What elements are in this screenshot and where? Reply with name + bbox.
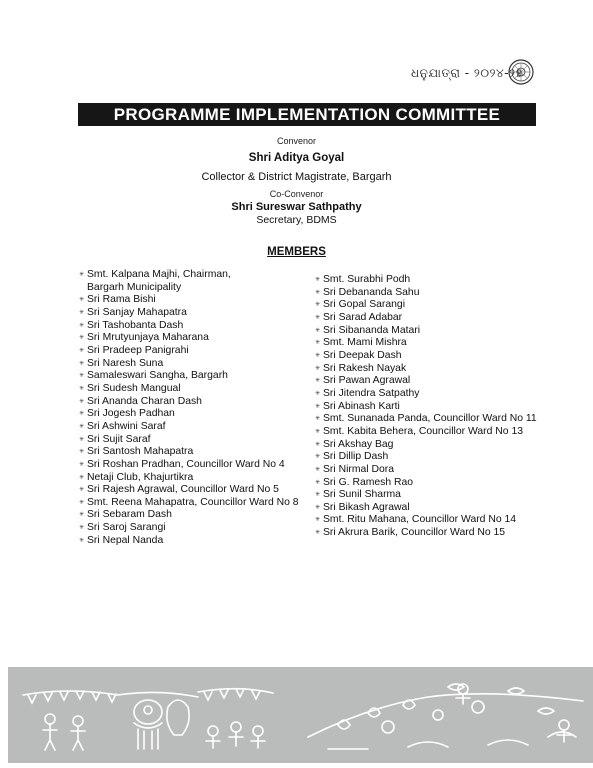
convenor-label: Convenor bbox=[276, 136, 317, 146]
co-convenor-name: Shri Sureswar Sathpathy bbox=[231, 201, 362, 213]
member-item: ✳ Smt. Kabita Behera, Councillor Ward No 13 bbox=[315, 426, 537, 439]
member-item: ✳ Smt. Mami Mishra bbox=[315, 337, 537, 350]
member-item: ✳ Sri Pawan Agrawal bbox=[315, 375, 537, 388]
member-item: ✳ Sri Jitendra Satpathy bbox=[315, 388, 537, 401]
convenor-designation: Collector & District Magistrate, Bargarh bbox=[201, 171, 392, 183]
member-item: ✳ Sri Akrura Barik, Councillor Ward No 15 bbox=[315, 527, 537, 540]
seal-icon bbox=[508, 59, 534, 85]
co-convenor-designation: Secretary, BDMS bbox=[256, 214, 337, 226]
members-list-left bbox=[79, 269, 299, 547]
members-heading: MEMBERS bbox=[267, 246, 326, 258]
member-item: ✳ Sri Sebaram Dash bbox=[79, 509, 299, 522]
member-item: ✳ Smt. Surabhi Podh bbox=[315, 274, 537, 287]
member-item: ✳ Smt. Sunanada Panda, Councillor Ward No 11 bbox=[315, 413, 537, 426]
member-item: ✳ Sri Jogesh Padhan bbox=[79, 408, 299, 421]
member-item: ✳ Sri Sudesh Mangual bbox=[79, 383, 299, 396]
member-item: ✳ Sri Nirmal Dora bbox=[315, 464, 537, 477]
convenor-name: Shri Aditya Goyal bbox=[248, 152, 345, 164]
co-convenor-label: Co-Convenor bbox=[269, 189, 324, 199]
member-item: ✳ Sri Rama Bishi bbox=[79, 294, 299, 307]
member-item: ✳ Sri Sanjay Mahapatra bbox=[79, 307, 299, 320]
member-item: ✳ Sri Sujit Saraf bbox=[79, 434, 299, 447]
member-item: ✳ Sri Bikash Agrawal bbox=[315, 502, 537, 515]
member-item: ✳ Sri Ashwini Saraf bbox=[79, 421, 299, 434]
page-title: PROGRAMME IMPLEMENTATION COMMITTEE bbox=[78, 103, 536, 126]
member-item: ✳ Sri Santosh Mahapatra bbox=[79, 446, 299, 459]
member-item: ✳ Sri Deepak Dash bbox=[315, 350, 537, 363]
member-item: ✳ Sri Sibananda Matari bbox=[315, 325, 537, 338]
member-item: ✳ Sri G. Ramesh Rao bbox=[315, 477, 537, 490]
member-item: ✳ Sri Ananda Charan Dash bbox=[79, 396, 299, 409]
member-item: ✳ Sri Sarad Adabar bbox=[315, 312, 537, 325]
member-item: ✳ Sri Abinash Karti bbox=[315, 401, 537, 414]
member-item: ✳ Smt. Reena Mahapatra, Councillor Ward No 8 bbox=[79, 497, 299, 510]
page-reference: ଧନୁଯାତ୍ରା - ୨୦୨୪-୨୫ bbox=[411, 66, 524, 80]
member-item: ✳ Smt. Ritu Mahana, Councillor Ward No 14 bbox=[315, 514, 537, 527]
member-item: ✳ Sri Saroj Sarangi bbox=[79, 522, 299, 535]
member-item: ✳ Sri Debananda Sahu bbox=[315, 287, 537, 300]
member-item: Bargarh Municipality bbox=[87, 281, 182, 293]
folk-art-border-icon bbox=[8, 667, 593, 763]
folk-art-border bbox=[8, 667, 593, 763]
members-list-right bbox=[315, 274, 537, 540]
member-item: ✳ Sri Gopal Sarangi bbox=[315, 299, 537, 312]
member-item: ✳ Sri Rakesh Nayak bbox=[315, 363, 537, 376]
member-item: ✳ Sri Naresh Suna bbox=[79, 358, 299, 371]
member-item: ✳ Sri Akshay Bag bbox=[315, 439, 537, 452]
member-item: ✳ Sri Sunil Sharma bbox=[315, 489, 537, 502]
member-item: ✳ Samaleswari Sangha, Bargarh bbox=[79, 370, 299, 383]
member-item: ✳ Sri Rajesh Agrawal, Councillor Ward No 5 bbox=[79, 484, 299, 497]
member-item: ✳ Netaji Club, Khajurtikra bbox=[79, 472, 299, 485]
member-item: ✳ Sri Roshan Pradhan, Councillor Ward No 4 bbox=[79, 459, 299, 472]
member-item: ✳ Sri Nepal Nanda bbox=[79, 535, 299, 548]
member-item: ✳ Sri Tashobanta Dash bbox=[79, 320, 299, 333]
member-item: ✳ Smt. Kalpana Majhi, Chairman, bbox=[79, 269, 299, 282]
member-item: ✳ Sri Mrutyunjaya Maharana bbox=[79, 332, 299, 345]
member-item: ✳ Sri Dillip Dash bbox=[315, 451, 537, 464]
member-item: ✳ Sri Pradeep Panigrahi bbox=[79, 345, 299, 358]
